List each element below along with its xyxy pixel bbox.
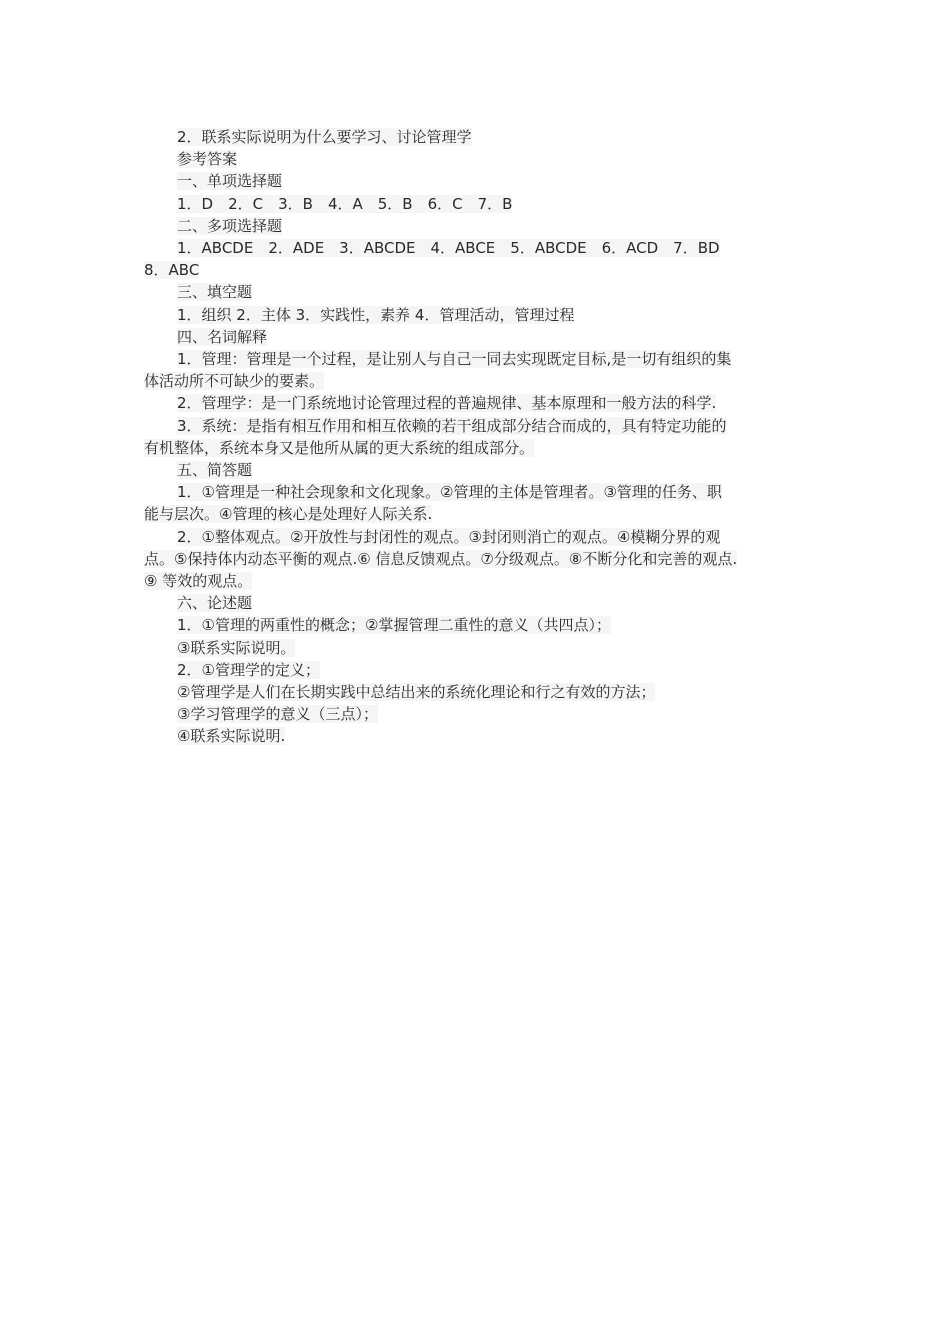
short-answer-1-cont: 能与层次。④管理的核心是处理好人际关系. xyxy=(144,505,433,524)
fill-blank-answers: 1．组织 2．主体 3．实践性，素养 4．管理活动，管理过程 xyxy=(177,305,575,324)
section-heading-single-choice: 一、单项选择题 xyxy=(177,172,283,191)
short-answer-1: 1．①管理是一种社会现象和文化现象。②管理的主体是管理者。③管理的任务、职 xyxy=(177,483,722,502)
term-management-cont: 体活动所不可缺少的要素。 xyxy=(144,372,325,391)
section-heading-fill-blank: 三、填空题 xyxy=(177,283,253,302)
essay-2-item-2: ②管理学是人们在长期实践中总结出来的系统化理论和行之有效的方法； xyxy=(177,683,656,702)
essay-1: 1．①管理的两重性的概念；②掌握管理二重性的意义（共四点）； xyxy=(177,616,611,635)
section-heading-short-answer: 五、简答题 xyxy=(177,461,253,480)
term-system: 3．系统：是指有相互作用和相互依赖的若干组成部分结合而成的，具有特定功能的 xyxy=(177,416,727,435)
short-answer-2: 2．①整体观点。②开放性与封闭性的观点。③封闭则消亡的观点。④模糊分界的观 xyxy=(177,527,721,546)
multiple-choice-answers-cont: 8．ABC xyxy=(144,261,200,280)
document-page xyxy=(144,126,808,748)
question-line: 2．联系实际说明为什么要学习、讨论管理学 xyxy=(177,128,472,146)
essay-2: 2．①管理学的定义； xyxy=(177,660,320,679)
short-answer-2-cont: 点。⑤保持体内动态平衡的观点.⑥ 信息反馈观点。⑦分级观点。⑧不断分化和完善的观点. xyxy=(144,549,738,568)
answer-key-title: 参考答案 xyxy=(177,150,238,169)
term-system-cont: 有机整体，系统本身又是他所从属的更大系统的组成部分。 xyxy=(144,438,535,457)
section-heading-essay: 六、论述题 xyxy=(177,594,253,613)
term-management: 1．管理：管理是一个过程，是让别人与自己一同去实现既定目标,是一切有组织的集 xyxy=(177,350,732,369)
section-heading-multiple-choice: 二、多项选择题 xyxy=(177,216,283,235)
multiple-choice-answers: 1．ABCDE 2．ADE 3．ABCDE 4．ABCE 5．ABCDE 6．ACD 7．BD xyxy=(177,239,720,258)
essay-2-item-4: ④联系实际说明. xyxy=(177,727,286,746)
essay-1-item-3: ③联系实际说明。 xyxy=(177,638,296,657)
short-answer-2-cont-2: ⑨ 等效的观点。 xyxy=(144,572,253,591)
essay-2-item-3: ③学习管理学的意义（三点）； xyxy=(177,705,378,724)
section-heading-terms: 四、名词解释 xyxy=(177,327,268,346)
single-choice-answers: 1．D 2．C 3．B 4．A 5．B 6．C 7．B xyxy=(177,194,513,213)
term-management-science: 2．管理学：是一门系统地讨论管理过程的普遍规律、基本原理和一般方法的科学. xyxy=(177,394,717,413)
